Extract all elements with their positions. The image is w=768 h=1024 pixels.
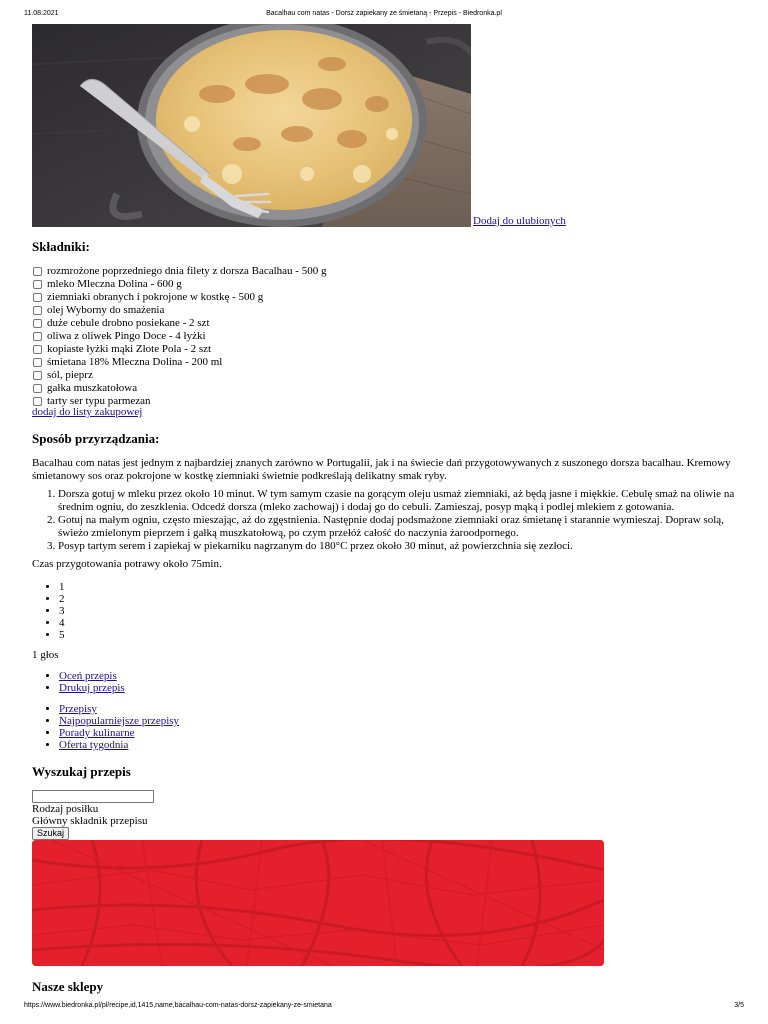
ingredient-item[interactable] bbox=[32, 343, 326, 356]
ingredient-item[interactable] bbox=[32, 265, 326, 278]
search-heading: Wyszukaj przepis bbox=[32, 764, 131, 779]
ingredient-label: duże cebule drobno posiekane - 2 szt bbox=[47, 317, 210, 329]
rating-option[interactable]: • 5 bbox=[59, 629, 65, 641]
hero-row bbox=[32, 24, 736, 227]
nav-link-cooking-tips[interactable]: Porady kulinarne bbox=[59, 727, 135, 739]
ingredient-checkbox[interactable] bbox=[33, 306, 42, 315]
map-streets-illustration bbox=[32, 840, 604, 966]
print-url: https://www.biedronka.pl/pl/recipe,id,1415,name,bacalhau-com-natas-dorsz-zapiekany-ze-smietana bbox=[24, 1002, 332, 1009]
ingredient-label: gałka muszkatołowa bbox=[47, 382, 138, 394]
ingredient-item[interactable] bbox=[32, 369, 326, 382]
ingredient-label: sól, pieprz bbox=[47, 369, 93, 381]
print-page-number: 3/5 bbox=[734, 1002, 744, 1009]
step-item: 2. Gotuj na małym ogniu, często mieszając, aż do zgęstnienia. Następnie dodaj podsmażone ziemniaki oraz śmietanę i starannie wymieszaj. Dopraw solą, świeżo zmielonym pieprzem i gałką muszkatołową, po czym przełóż całość do naczynia żaroodpornego. bbox=[58, 514, 736, 540]
ingredient-checkbox[interactable] bbox=[33, 371, 42, 380]
ingredient-item[interactable] bbox=[32, 356, 326, 369]
print-recipe-link[interactable]: Drukuj przepis bbox=[59, 682, 125, 694]
rating-option[interactable]: • 3 bbox=[59, 605, 65, 617]
search-button[interactable]: Szukaj bbox=[32, 827, 69, 840]
add-to-shopping-list-link[interactable]: dodaj do listy zakupowej bbox=[32, 406, 143, 418]
step-item: 3. Posyp tartym serem i zapiekaj w piekarniku nagrzanym do 180°C przez około 30 minut, aż powierzchnia się zezłoci. bbox=[58, 540, 736, 553]
ingredient-label: śmietana 18% Mleczna Dolina - 200 ml bbox=[47, 356, 223, 368]
recipe-intro: Bacalhau com natas jest jednym z najbardziej znanych zarówno w Portugalii, jak i na świecie dań przygotowywanych z suszonego dorsza bacalhau. Kremowy śmietanowy sos oraz pokrojone w kostkę ziemniaki świetnie podkreślają delikatny smak ryby. bbox=[32, 457, 731, 482]
ingredient-checkbox[interactable] bbox=[33, 358, 42, 367]
nav-link-popular-recipes[interactable]: Najpopularniejsze przepisy bbox=[59, 715, 180, 727]
stores-heading: Nasze sklepy bbox=[32, 979, 104, 994]
main-ingredient-label: Główny składnik przepisu bbox=[32, 815, 148, 827]
ingredient-item[interactable] bbox=[32, 278, 326, 291]
rating-option[interactable]: • 4 bbox=[59, 617, 65, 629]
rating-option[interactable]: • 2 bbox=[59, 593, 65, 605]
ingredient-checkbox[interactable] bbox=[33, 319, 42, 328]
ingredient-label: mleko Mleczna Dolina - 600 g bbox=[47, 278, 182, 290]
ingredient-checkbox[interactable] bbox=[33, 280, 42, 289]
print-header bbox=[0, 8, 768, 20]
ingredients-heading: Składniki: bbox=[32, 239, 90, 254]
ingredient-item[interactable] bbox=[32, 291, 326, 304]
ingredient-item[interactable] bbox=[32, 317, 326, 330]
rating-option[interactable]: • 1 bbox=[59, 581, 65, 593]
recipe-actions bbox=[32, 670, 125, 694]
recipe-photo-illustration bbox=[32, 24, 471, 227]
nav-link-recipes[interactable]: Przepisy bbox=[59, 703, 97, 715]
ingredient-label: olej Wyborny do smażenia bbox=[47, 304, 165, 316]
recipe-photo bbox=[32, 24, 471, 227]
store-map-banner bbox=[32, 840, 604, 966]
ingredients-list bbox=[32, 265, 326, 408]
recipe-search-input[interactable] bbox=[32, 790, 154, 803]
ingredient-checkbox[interactable] bbox=[33, 293, 42, 302]
ingredient-checkbox[interactable] bbox=[33, 397, 42, 406]
ingredient-label: oliwa z oliwek Pingo Doce - 4 łyżki bbox=[47, 330, 206, 342]
preparation-steps bbox=[32, 488, 736, 553]
ingredient-checkbox[interactable] bbox=[33, 332, 42, 341]
ingredient-checkbox[interactable] bbox=[33, 345, 42, 354]
ingredient-label: rozmrożone poprzedniego dnia filety z dorsza Bacalhau - 500 g bbox=[47, 265, 327, 277]
recipes-nav bbox=[32, 703, 179, 751]
step-item: 1. Dorsza gotuj w mleku przez około 10 minut. W tym samym czasie na gorącym oleju usmaż ziemniaki, aż będą jasne i miękkie. Cebulę smaż na oliwie na średnim ogniu, do zeszklenia. Odcedź dorsza (mleko zachowaj) i dodaj go do cebuli. Zamieszaj, posyp mąką i podlej mlekiem z gotowania. bbox=[58, 488, 736, 514]
ingredient-label: ziemniaki obranych i pokrojone w kostkę - 500 g bbox=[47, 291, 264, 303]
print-date: 11.08.2021 bbox=[24, 10, 59, 17]
rate-recipe-link[interactable]: Oceń przepis bbox=[59, 670, 117, 682]
ingredient-label: tarty ser typu parmezan bbox=[47, 395, 151, 407]
ingredient-checkbox[interactable] bbox=[33, 267, 42, 276]
vote-count: 1 głos bbox=[32, 649, 59, 661]
meal-type-label: Rodzaj posiłku bbox=[32, 803, 99, 815]
recipe-content bbox=[32, 24, 736, 994]
ingredient-label: kopiaste łyżki mąki Złote Pola - 2 szt bbox=[47, 343, 212, 355]
ingredient-item[interactable] bbox=[32, 304, 326, 317]
nav-link-weekly-offer[interactable]: Oferta tygodnia bbox=[59, 739, 129, 751]
ingredient-item[interactable] bbox=[32, 330, 326, 343]
ingredient-item[interactable] bbox=[32, 382, 326, 395]
preparation-heading: Sposób przyrządzania: bbox=[32, 431, 160, 446]
rating-options bbox=[32, 581, 65, 641]
add-to-favorites-link[interactable]: Dodaj do ulubionych bbox=[473, 215, 566, 227]
ingredient-checkbox[interactable] bbox=[33, 384, 42, 393]
print-footer bbox=[0, 1000, 768, 1012]
print-page-title: Bacalhau com natas - Dorsz zapiekany ze śmietaną - Przepis - Biedronka.pl bbox=[266, 10, 502, 17]
preparation-time: Czas przygotowania potrawy około 75min. bbox=[32, 558, 222, 570]
